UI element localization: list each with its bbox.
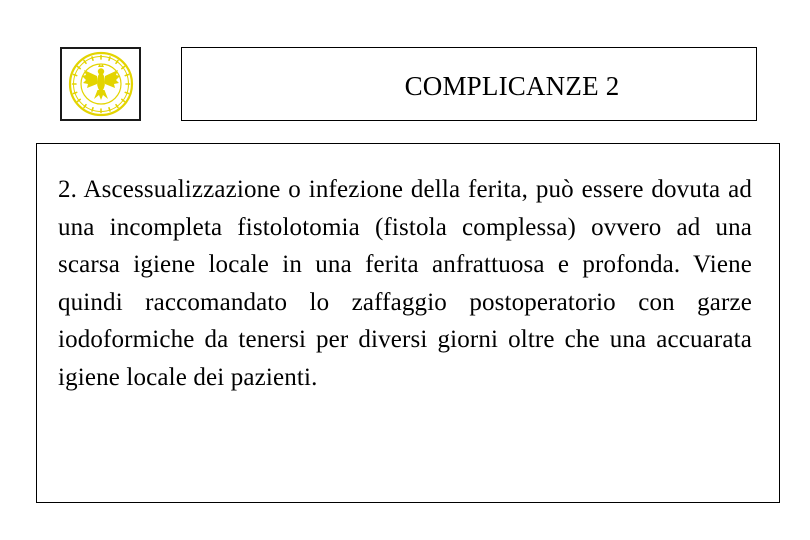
university-seal-icon — [63, 50, 139, 118]
body-paragraph: 2. Ascessualizzazione o infezione della ferita, può essere dovuta ad una incompleta fistolotomia (fistola complessa) ovvero ad una scarsa igiene locale in una ferita anfrattuosa e profonda. Viene quindi raccomandato lo zaffaggio postoperatorio con garze iodoformiche da tenersi per diversi giorni oltre che una accuarata igiene locale dei pazienti. — [58, 176, 752, 391]
logo-frame — [60, 47, 141, 121]
page-title: COMPLICANZE 2 — [404, 71, 620, 101]
content-frame — [36, 143, 780, 503]
title-frame — [181, 47, 757, 121]
